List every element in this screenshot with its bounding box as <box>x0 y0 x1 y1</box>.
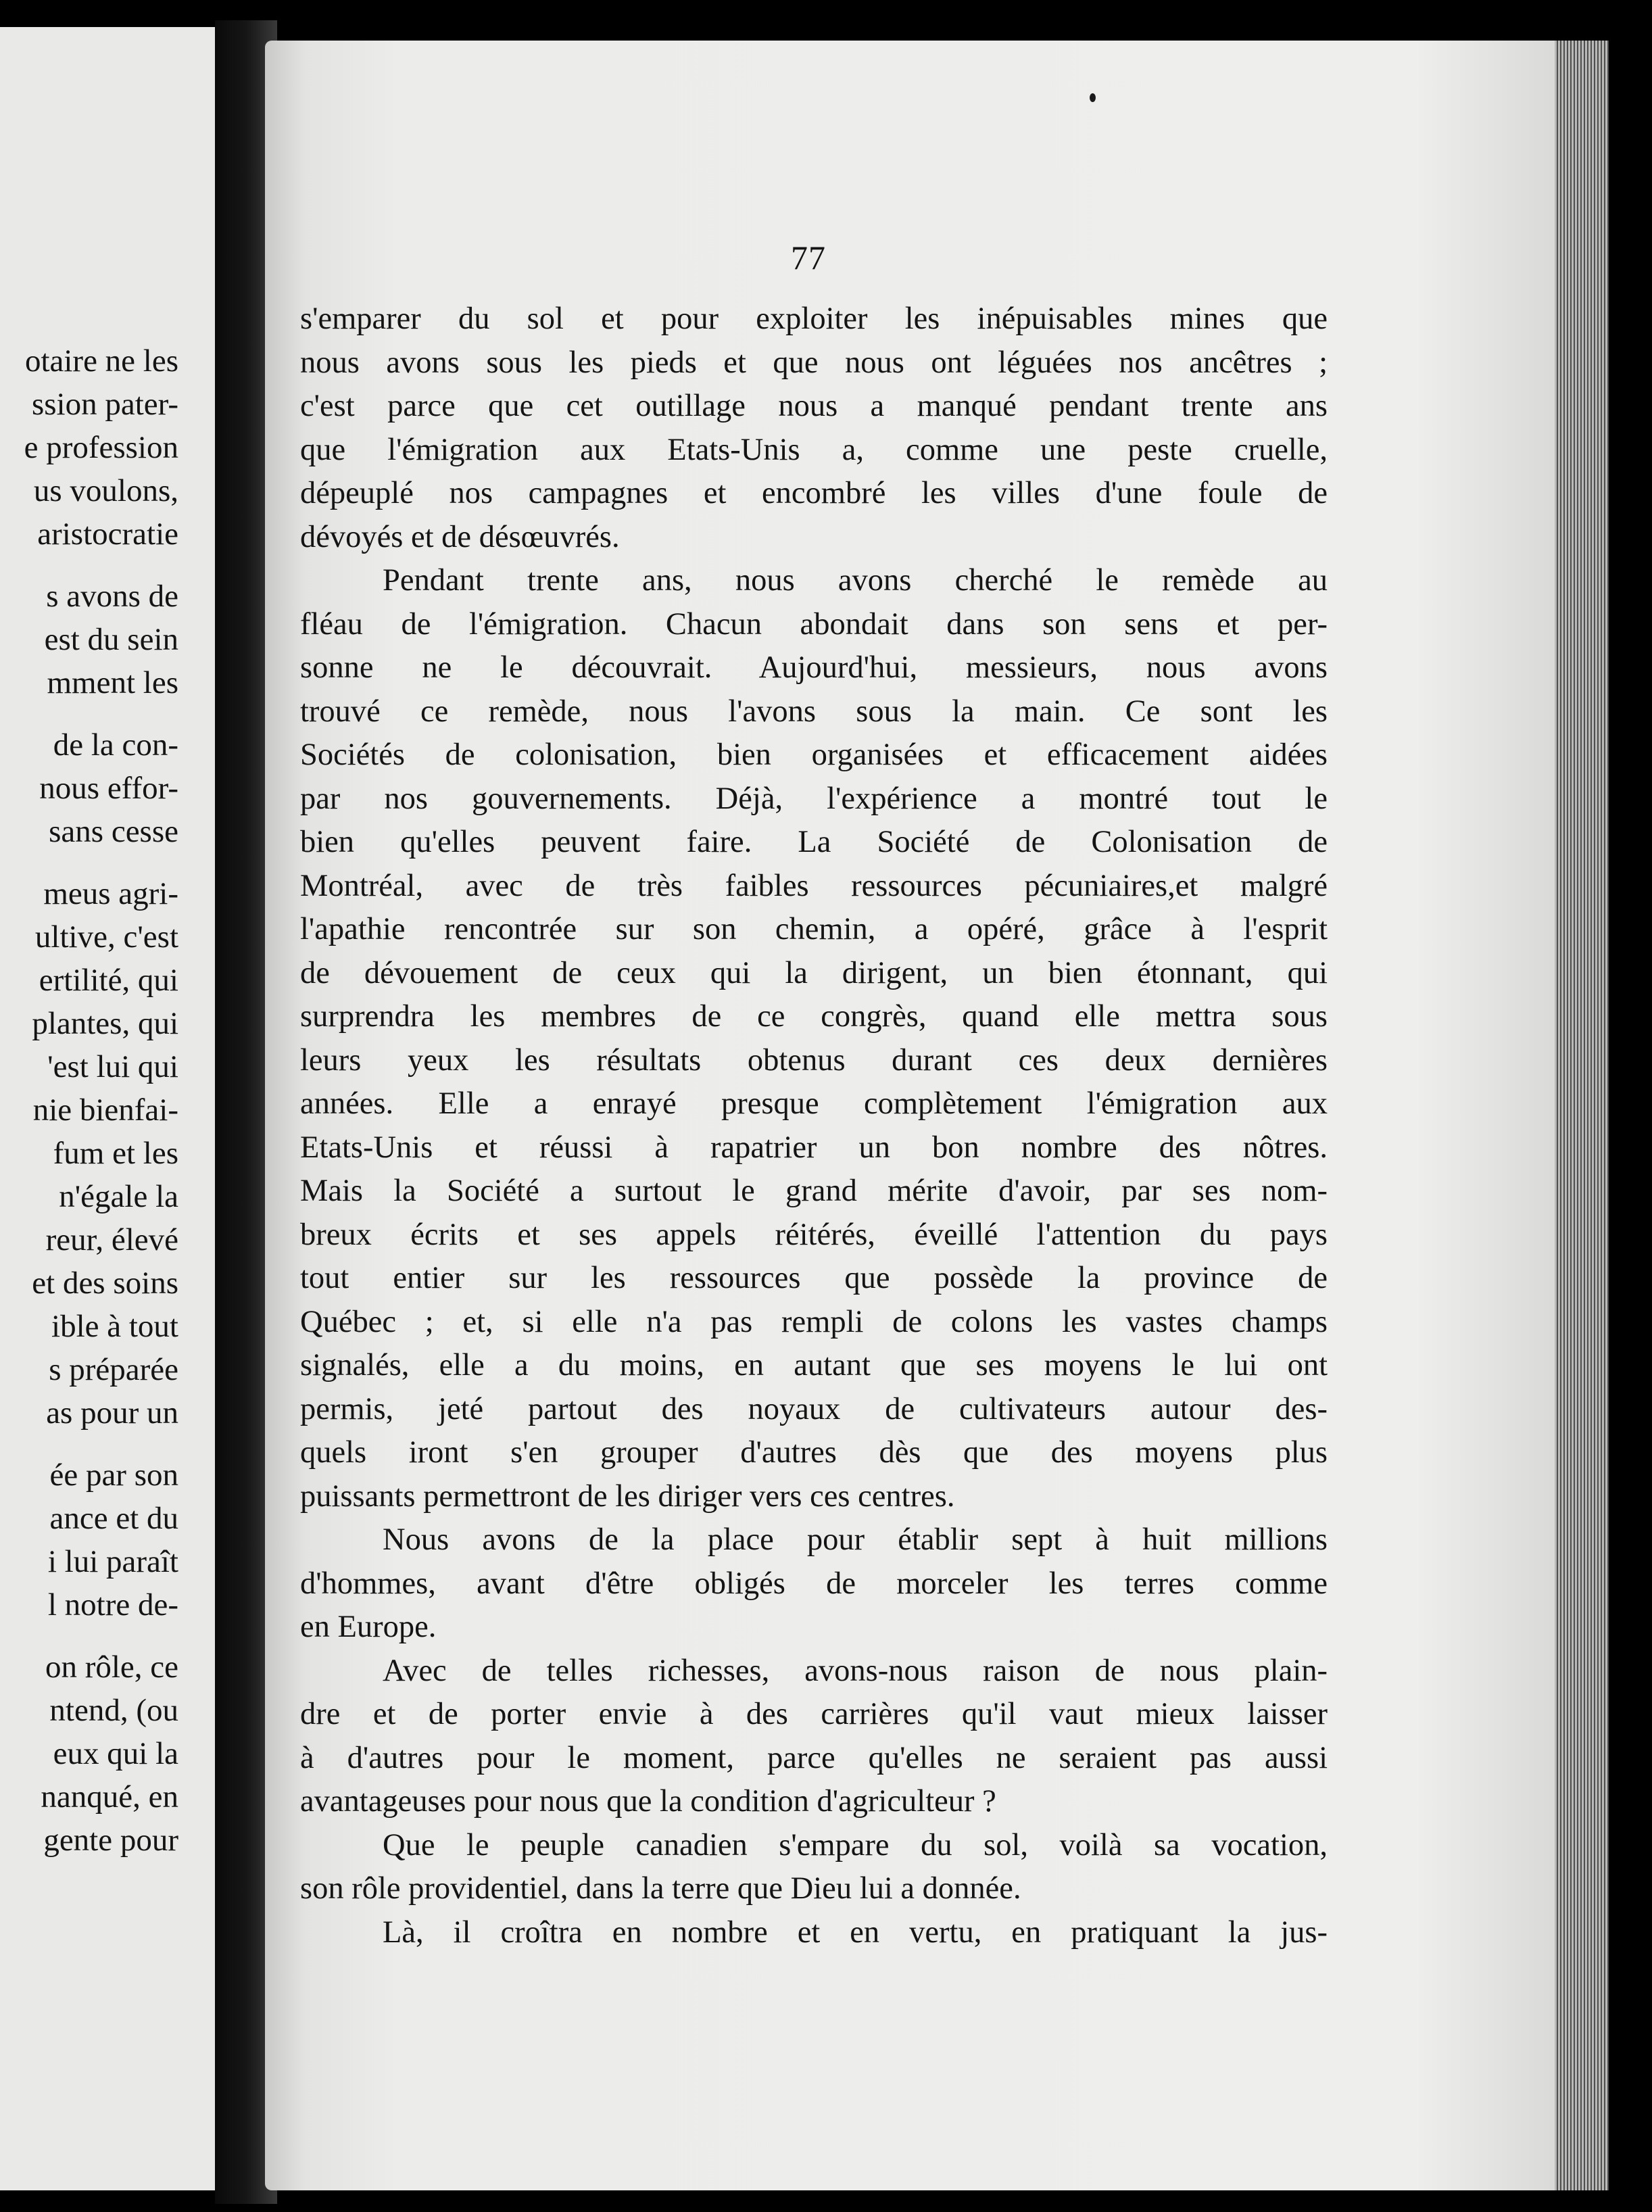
text-line: trouvé ce remède, nous l'avons sous la main. Ce sont les <box>300 694 1328 729</box>
left-page-line: nie bienfai- <box>32 1092 178 1128</box>
paragraph <box>300 559 1328 1518</box>
left-page-line: ible à tout <box>51 1309 178 1344</box>
text-line: Nous avons de la place pour établir sept à huit millions <box>383 1522 1328 1557</box>
text-line: s'emparer du sol et pour exploiter les inépuisables mines que <box>300 302 1328 336</box>
text-line: tout entier sur les ressources que possède la province de <box>300 1261 1328 1295</box>
text-line: quels iront s'en grouper d'autres dès que des moyens plus <box>300 1435 1328 1470</box>
text-line: Pendant trente ans, nous avons cherché le remède au <box>383 563 1328 598</box>
text-line: Que le peuple canadien s'empare du sol, voilà sa vocation, <box>383 1827 1328 1862</box>
left-page-line: aristocratie <box>37 516 178 552</box>
left-page-line: fum et les <box>53 1136 178 1171</box>
left-page-line: e profession <box>24 430 178 465</box>
left-page-line: on rôle, ce <box>45 1650 178 1685</box>
text-line: Mais la Société a surtout le grand mérite d'avoir, par ses nom- <box>300 1174 1328 1208</box>
left-page-line: us voulons, <box>33 473 178 508</box>
text-line: dépeuplé nos campagnes et encombré les villes d'une foule de <box>300 476 1328 510</box>
left-page-line: ée par son <box>49 1458 178 1493</box>
left-page <box>0 27 215 2190</box>
text-line: bien qu'elles peuvent faire. La Société de Colonisation de <box>300 825 1328 859</box>
left-page-line: nanqué, en <box>41 1779 178 1814</box>
text-line: fléau de l'émigration. Chacun abondait dans son sens et per- <box>300 606 1328 642</box>
paragraph <box>300 1824 1328 1911</box>
left-page-line: 'est lui qui <box>47 1049 178 1084</box>
text-line: Avec de telles richesses, avons-nous raison de nous plain- <box>383 1653 1328 1688</box>
left-page-line: est du sein <box>44 622 178 657</box>
left-page-gap <box>0 1435 178 1453</box>
left-page-line: ultive, c'est <box>34 919 178 955</box>
paragraph <box>300 297 1328 559</box>
left-page-gap <box>0 556 178 575</box>
page-number: 77 <box>791 239 826 276</box>
paragraph <box>300 1911 1328 1955</box>
page-edges <box>1555 41 1609 2190</box>
text-line: années. Elle a enrayé presque complètement l'émigration aux <box>300 1086 1328 1121</box>
text-line: Québec ; et, si elle n'a pas rempli de colons les vastes champs <box>300 1304 1328 1339</box>
left-page-line: ntend, (ou <box>49 1693 178 1728</box>
left-page-line: reur, élevé <box>45 1222 178 1257</box>
text-line: que l'émigration aux Etats-Unis a, comme une peste cruelle, <box>300 432 1328 467</box>
text-line: à d'autres pour le moment, parce qu'elles ne seraient pas aussi <box>300 1740 1328 1775</box>
left-page-line: s préparée <box>49 1352 178 1387</box>
text-line: nous avons sous les pieds et que nous ont léguées nos ancêtres ; <box>300 345 1328 380</box>
text-line: Sociétés de colonisation, bien organisées et efficacement aidées <box>300 738 1328 772</box>
text-line: puissants permettront de les diriger vers ces centres. <box>300 1478 955 1514</box>
left-page-line: s avons de <box>46 579 178 614</box>
ink-speck <box>1090 93 1096 102</box>
text-line: en Europe. <box>300 1610 437 1644</box>
text-line: d'hommes, avant d'être obligés de morceler les terres comme <box>300 1566 1328 1601</box>
text-line: de dévouement de ceux qui la dirigent, un bien étonnant, qui <box>300 955 1328 990</box>
left-page-line: otaire ne les <box>24 343 178 379</box>
left-page-gap <box>0 1627 178 1645</box>
body-text <box>300 297 1328 1954</box>
text-line: avantageuses pour nous que la condition d'agriculteur ? <box>300 1784 996 1819</box>
left-page-line: nous effor- <box>39 771 178 806</box>
left-page-line: eux qui la <box>53 1736 178 1771</box>
text-line: Montréal, avec de très faibles ressources pécuniaires,et malgré <box>300 868 1328 903</box>
left-page-line: i lui paraît <box>47 1544 178 1579</box>
left-page-line: plantes, qui <box>32 1006 178 1041</box>
text-line: dre et de porter envie à des carrières qu'il vaut mieux laisser <box>300 1697 1328 1731</box>
left-page-line: l notre de- <box>47 1587 178 1622</box>
left-page-gap <box>0 853 178 872</box>
left-page-line: n'égale la <box>59 1179 178 1214</box>
text-line: son rôle providentiel, dans la terre que Dieu lui a donnée. <box>300 1871 1021 1906</box>
text-line: surprendra les membres de ce congrès, quand elle mettra sous <box>300 999 1328 1034</box>
left-page-line: sans cesse <box>49 814 178 849</box>
paragraph <box>300 1650 1328 1824</box>
text-line: l'apathie rencontrée sur son chemin, a opéré, grâce à l'esprit <box>300 912 1328 946</box>
text-line: c'est parce que cet outillage nous a manqué pendant trente ans <box>300 389 1328 423</box>
left-page-line: de la con- <box>53 727 178 763</box>
left-page-gap <box>0 704 178 723</box>
text-line: leurs yeux les résultats obtenus durant ces deux dernières <box>300 1042 1328 1078</box>
left-page-line: gente pour <box>43 1823 178 1858</box>
left-page-line: as pour un <box>46 1395 178 1430</box>
left-page-line: ance et du <box>49 1501 178 1536</box>
left-page-line: mment les <box>47 665 178 700</box>
text-line: Là, il croîtra en nombre et en vertu, en pratiquant la jus- <box>383 1915 1328 1950</box>
text-line: sonne ne le découvrait. Aujourd'hui, messieurs, nous avons <box>300 650 1328 685</box>
text-line: breux écrits et ses appels réitérés, éveillé l'attention du pays <box>300 1217 1328 1252</box>
text-line: dévoyés et de désœuvrés. <box>300 519 620 554</box>
left-page-line: ssion pater- <box>31 387 178 422</box>
text-line: par nos gouvernements. Déjà, l'expérience a montré tout le <box>300 781 1328 816</box>
paragraph <box>300 1518 1328 1650</box>
left-page-line: ertilité, qui <box>39 963 178 998</box>
left-page-text-column <box>0 339 178 1862</box>
text-line: permis, jeté partout des noyaux de cultivateurs autour des- <box>300 1391 1328 1426</box>
text-line: Etats-Unis et réussi à rapatrier un bon nombre des nôtres. <box>300 1130 1328 1165</box>
left-page-line: et des soins <box>32 1266 178 1301</box>
text-line: signalés, elle a du moins, en autant que ses moyens le lui ont <box>300 1348 1328 1382</box>
left-page-line: meus agri- <box>43 876 178 911</box>
